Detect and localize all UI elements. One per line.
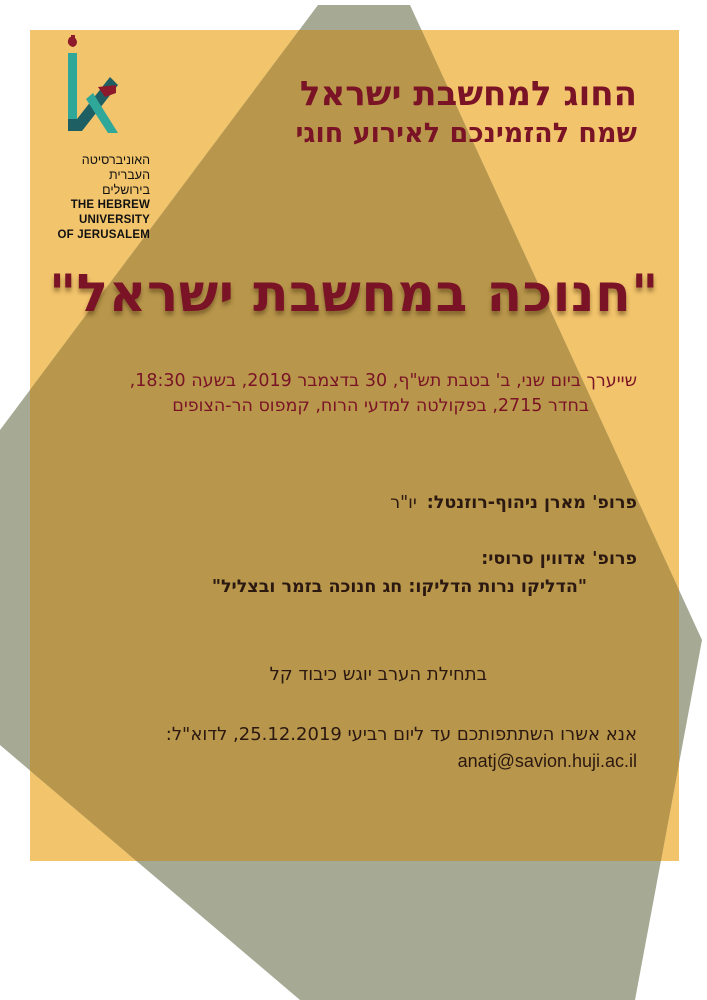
speaker1-role: יו"ר — [390, 493, 417, 513]
university-emblem-icon — [60, 35, 130, 145]
logo-english-line-1: THE HEBREW — [70, 199, 150, 211]
event-location: בחדר 2715, בפקולטה למדעי הרוח, קמפוס הר-הצופים — [172, 396, 589, 416]
speaker2-name: פרופ' אדווין סרוסי: — [481, 549, 637, 569]
department-title: החוג למחשבת ישראל — [299, 74, 637, 114]
logo-english-line-2: UNIVERSITY — [78, 214, 150, 226]
rsvp-email[interactable]: anatj@savion.huji.ac.il — [457, 751, 637, 771]
reception-note: בתחילת הערב יוגש כיבוד קל — [269, 664, 487, 685]
rsvp-note: אנא אשרו השתתפותכם עד ליום רביעי 25.12.2019, לדוא"ל: — [165, 724, 637, 745]
logo-hebrew-line-3: בירושלים — [102, 183, 150, 197]
event-date-time: שייערך ביום שני, ב' בטבת תש"ף, 30 בדצמבר 2019, בשעה 18:30, — [129, 371, 637, 391]
event-title: "חנוכה במחשבת ישראל" — [49, 264, 659, 324]
logo-hebrew-line-2: העברית — [109, 168, 150, 182]
speaker-chair — [137, 493, 637, 513]
university-name — [30, 153, 150, 243]
logo-english-line-3: OF JERUSALEM — [57, 229, 150, 241]
speaker2-talk-title: "הדליקו נרות הדליקו: חג חנוכה בזמר ובצליל" — [211, 577, 587, 597]
logo-hebrew-line-1: האוניברסיטה — [81, 153, 150, 167]
invitation-subtitle: שמח להזמינכם לאירוע חוגי — [295, 118, 637, 149]
speaker1-name: פרופ' מארן ניהוף-רוזנטל: — [426, 493, 637, 513]
event-details — [77, 369, 637, 419]
